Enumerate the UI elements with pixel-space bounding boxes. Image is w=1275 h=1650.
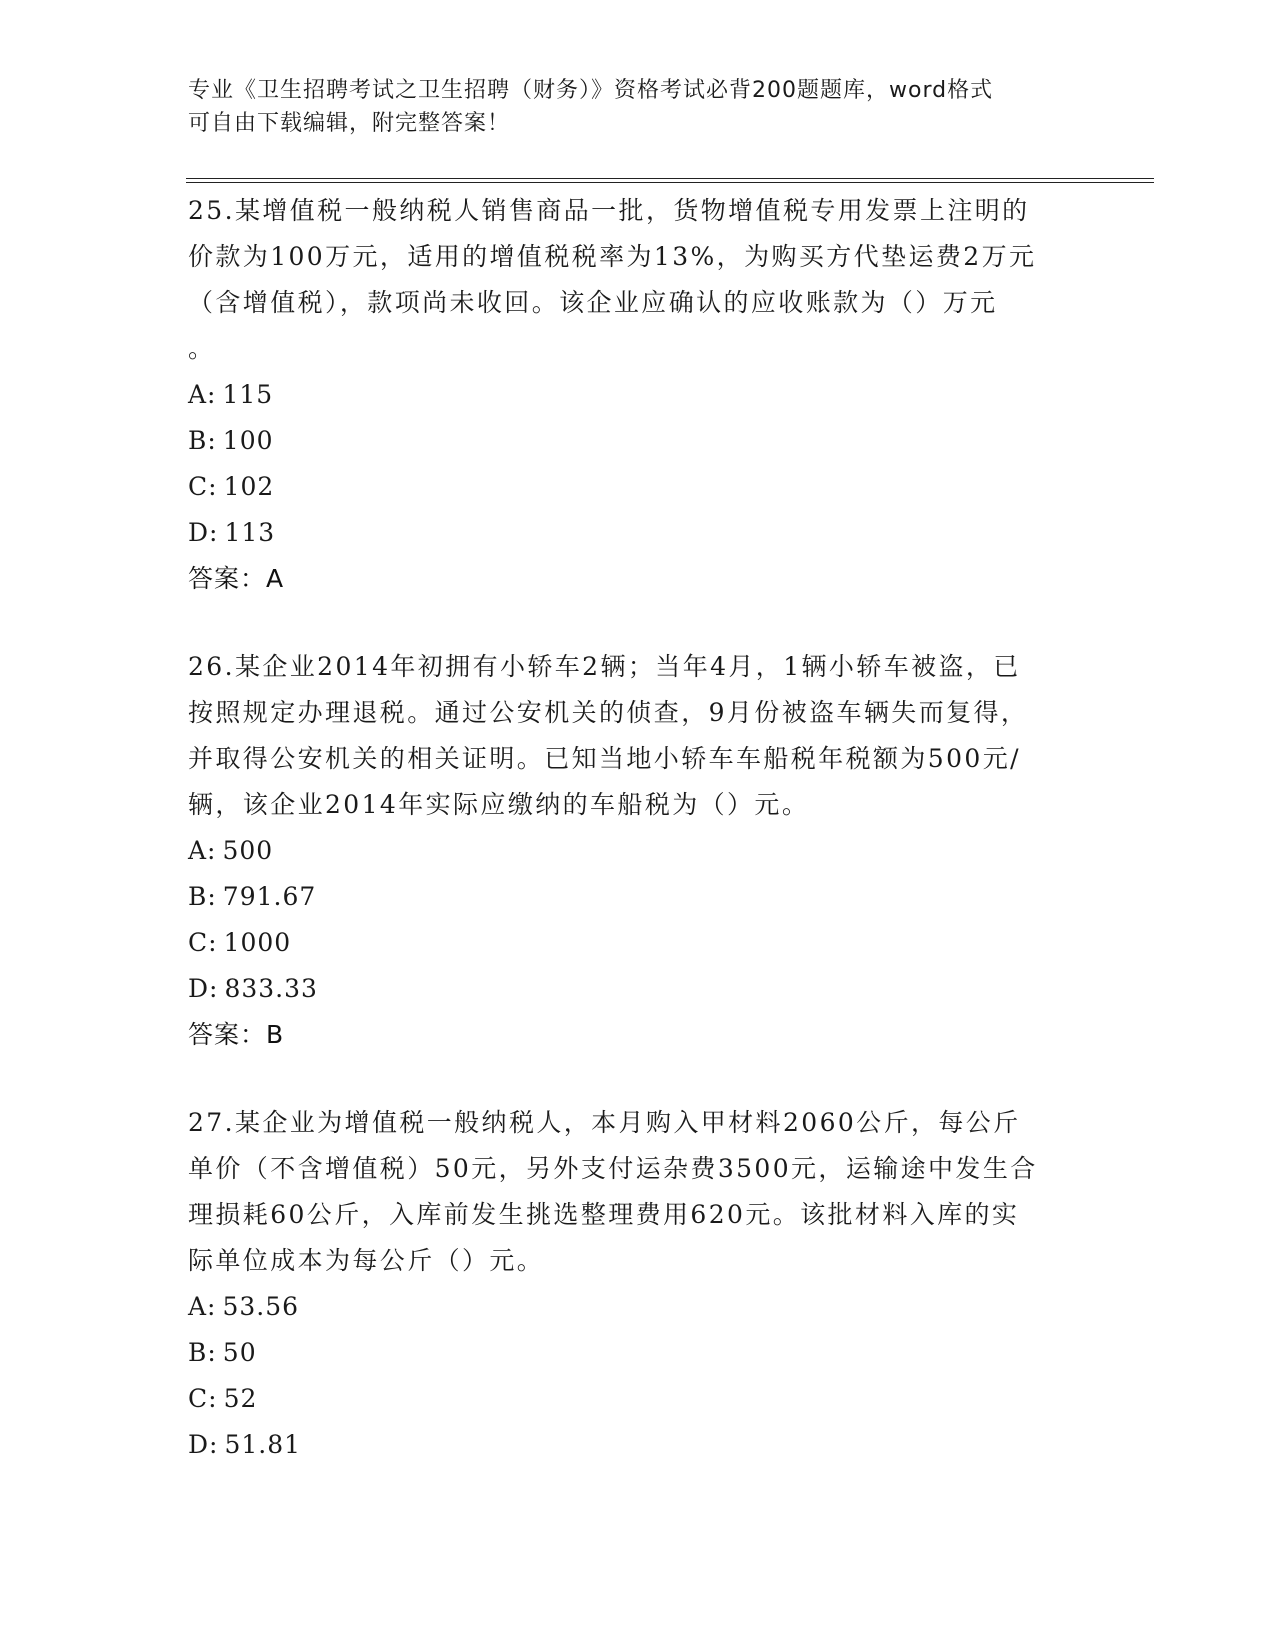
option-value: 113 bbox=[224, 518, 276, 547]
option-c bbox=[188, 464, 1088, 510]
document-header bbox=[188, 74, 1068, 140]
question-line: 25.某增值税一般纳税人销售商品一批，货物增值税专用发票上注明的 bbox=[188, 196, 1030, 225]
option-c bbox=[188, 920, 1088, 966]
option-letter: C: bbox=[188, 928, 218, 957]
header-line: 可自由下载编辑，附完整答案！ bbox=[188, 111, 511, 136]
option-value: 115 bbox=[222, 380, 274, 409]
answer-line: 答案：A bbox=[188, 564, 285, 593]
option-a bbox=[188, 372, 1088, 418]
option-d bbox=[188, 966, 1088, 1012]
question-line: 际单位成本为每公斤（）元。 bbox=[188, 1246, 545, 1275]
option-b bbox=[188, 418, 1088, 464]
option-value: 1000 bbox=[223, 928, 292, 957]
header-divider bbox=[186, 182, 1154, 183]
option-letter: D: bbox=[188, 974, 219, 1003]
option-value: 102 bbox=[223, 472, 275, 501]
option-letter: A: bbox=[188, 1292, 217, 1321]
option-b bbox=[188, 1330, 1088, 1376]
option-d bbox=[188, 510, 1088, 556]
option-value: 51.81 bbox=[224, 1430, 302, 1459]
option-c bbox=[188, 1376, 1088, 1422]
option-letter: D: bbox=[188, 1430, 219, 1459]
header-divider bbox=[186, 178, 1154, 179]
option-letter: A: bbox=[188, 380, 217, 409]
option-list bbox=[188, 372, 1088, 556]
option-value: 52 bbox=[223, 1384, 258, 1413]
option-letter: C: bbox=[188, 472, 218, 501]
option-value: 53.56 bbox=[222, 1292, 300, 1321]
option-letter: B: bbox=[188, 426, 217, 455]
option-d bbox=[188, 1422, 1088, 1468]
question-line: 并取得公安机关的相关证明。已知当地小轿车车船税年税额为500元/ bbox=[188, 744, 1021, 773]
question-27 bbox=[188, 1100, 1088, 1468]
option-a bbox=[188, 828, 1088, 874]
question-line: 单价（不含增值税）50元，另外支付运杂费3500元，运输途中发生合 bbox=[188, 1154, 1038, 1183]
question-line: 理损耗60公斤，入库前发生挑选整理费用620元。该批材料入库的实 bbox=[188, 1200, 1020, 1229]
question-text bbox=[188, 1100, 1088, 1284]
option-value: 833.33 bbox=[224, 974, 318, 1003]
question-line: 按照规定办理退税。通过公安机关的侦查，9月份被盗车辆失而复得， bbox=[188, 698, 1029, 727]
question-line: 27.某企业为增值税一般纳税人，本月购入甲材料2060公斤，每公斤 bbox=[188, 1108, 1021, 1137]
option-value: 791.67 bbox=[222, 882, 317, 911]
option-letter: A: bbox=[188, 836, 217, 865]
option-value: 50 bbox=[222, 1338, 257, 1367]
answer-line: 答案：B bbox=[188, 1020, 285, 1049]
option-letter: B: bbox=[188, 1338, 217, 1367]
question-line: 价款为100万元，适用的增值税税率为13%，为购买方代垫运费2万元 bbox=[188, 242, 1037, 271]
question-line: 辆，该企业2014年实际应缴纳的车船税为（）元。 bbox=[188, 790, 810, 819]
question-26 bbox=[188, 644, 1088, 1058]
question-text bbox=[188, 644, 1088, 828]
question-line: 。 bbox=[188, 334, 216, 363]
option-letter: B: bbox=[188, 882, 217, 911]
question-line: 26.某企业2014年初拥有小轿车2辆；当年4月，1辆小轿车被盗，已 bbox=[188, 652, 1021, 681]
option-a bbox=[188, 1284, 1088, 1330]
option-letter: C: bbox=[188, 1384, 218, 1413]
option-value: 100 bbox=[222, 426, 274, 455]
option-value: 500 bbox=[222, 836, 274, 865]
question-25 bbox=[188, 188, 1088, 602]
question-line: （含增值税），款项尚未收回。该企业应确认的应收账款为（）万元 bbox=[188, 288, 998, 317]
option-letter: D: bbox=[188, 518, 219, 547]
header-line: 专业《卫生招聘考试之卫生招聘（财务）》资格考试必背200题题库，word格式 bbox=[188, 78, 994, 103]
question-text bbox=[188, 188, 1088, 372]
option-b bbox=[188, 874, 1088, 920]
option-list bbox=[188, 828, 1088, 1012]
option-list bbox=[188, 1284, 1088, 1468]
